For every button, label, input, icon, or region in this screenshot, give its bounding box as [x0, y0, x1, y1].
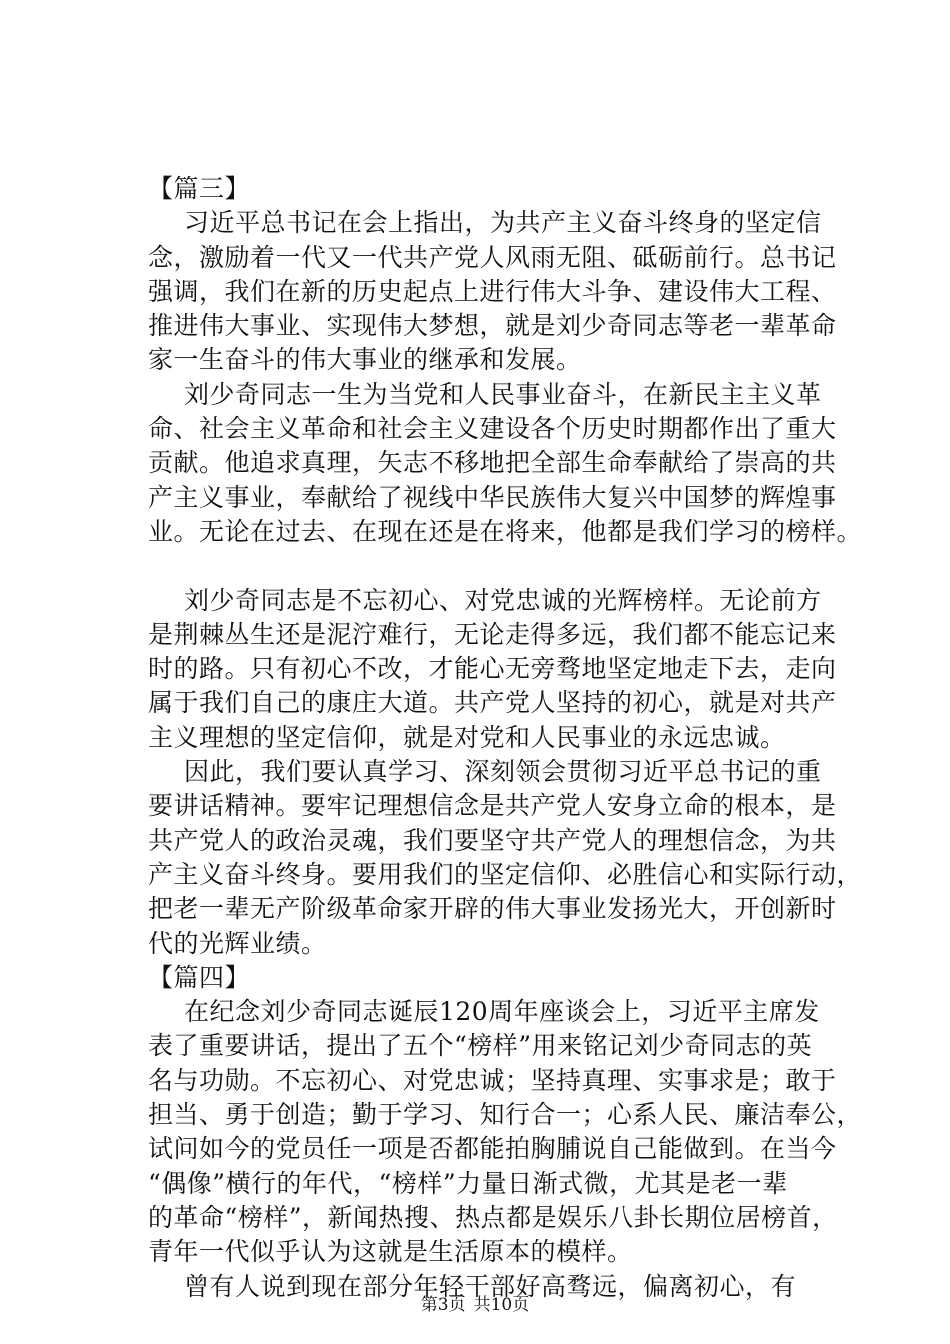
paragraph-line: 在纪念刘少奇同志诞辰120周年座谈会上，习近平主席发: [184, 997, 820, 1027]
paragraph-line: 推进伟大事业、实现伟大梦想，就是刘少奇同志等老一辈革命: [148, 311, 837, 341]
paragraph-line: 产主义事业，奉献给了视线中华民族伟大复兴中国梦的辉煌事: [148, 482, 837, 512]
paragraph-line: 强调，我们在新的历史起点上进行伟大斗争、建设伟大工程、: [148, 276, 837, 306]
paragraph-line: 产主义奋斗终身。要用我们的坚定信仰、必胜信心和实际行动，: [148, 859, 863, 889]
blank-line: [148, 549, 838, 583]
paragraph-line: 命、社会主义革命和社会主义建设各个历史时期都作出了重大: [148, 414, 837, 444]
paragraph-line: 业。无论在过去、在现在还是在将来，他都是我们学习的榜样。: [148, 516, 863, 546]
paragraph-line: 表了重要讲话，提出了五个“榜样”用来铭记刘少奇同志的英: [148, 1031, 813, 1061]
paragraph-line: “偶像”横行的年代，“榜样”力量日渐式微，尤其是老一辈: [148, 1168, 788, 1198]
paragraph-line: 时的路。只有初心不改，才能心无旁骛地坚定地走下去，走向: [148, 654, 837, 684]
document-body: [148, 172, 863, 1304]
paragraph-line: 贡献。他追求真理，矢志不移地把全部生命奉献给了崇高的共: [148, 448, 837, 478]
section-heading-3: 【篇三】: [148, 174, 251, 203]
paragraph-line: 要讲话精神。要牢记理想信念是共产党人安身立命的根本，是: [148, 791, 837, 821]
paragraph-line: 曾有人说到现在部分年轻干部好高骛远，偏离初心，有: [184, 1271, 797, 1301]
paragraph-line: 属于我们自己的康庄大道。共产党人坚持的初心，就是对共产: [148, 688, 837, 718]
page-footer: [0, 1295, 950, 1315]
paragraph-line: 家一生奋斗的伟大事业的继承和发展。: [148, 345, 582, 375]
paragraph-line: 主义理想的坚定信仰，就是对党和人民事业的永远忠诚。: [148, 722, 786, 752]
section-heading-4: 【篇四】: [148, 962, 251, 992]
paragraph-line: 把老一辈无产阶级革命家开辟的伟大事业发扬光大，开创新时: [148, 894, 837, 924]
paragraph-line: 习近平总书记在会上指出，为共产主义奋斗终身的坚定信: [184, 208, 822, 238]
paragraph-line: 试问如今的党员任一项是否都能拍胸脯说自己能做到。在当今: [148, 1134, 837, 1164]
paragraph-line: 共产党人的政治灵魂，我们要坚守共产党人的理想信念，为共: [148, 825, 837, 855]
paragraph-line: 是荆棘丛生还是泥泞难行，无论走得多远，我们都不能忘记来: [148, 619, 837, 649]
paragraph-line: 念，激励着一代又一代共产党人风雨无阻、砥砺前行。总书记: [148, 242, 837, 272]
paragraph-line: 的革命“榜样”，新闻热搜、热点都是娱乐八卦长期位居榜首，: [148, 1202, 838, 1232]
paragraph-line: 因此，我们要认真学习、深刻领会贯彻习近平总书记的重: [184, 757, 822, 787]
paragraph-line: 名与功勋。不忘初心、对党忠诚；坚持真理、实事求是；敢于: [148, 1065, 837, 1095]
paragraph-line: 代的光辉业绩。: [148, 928, 327, 958]
paragraph-line: 刘少奇同志一生为当党和人民事业奋斗，在新民主主义革: [184, 379, 822, 409]
paragraph-line: 担当、勇于创造；勤于学习、知行合一；心系人民、廉洁奉公，: [148, 1100, 863, 1130]
page-number: 第3页: [420, 1295, 466, 1315]
page-total: 共10页: [473, 1295, 530, 1315]
paragraph-line: 青年一代似乎认为这就是生活原本的模样。: [148, 1237, 633, 1267]
paragraph-line: 刘少奇同志是不忘初心、对党忠诚的光辉榜样。无论前方: [184, 585, 822, 615]
